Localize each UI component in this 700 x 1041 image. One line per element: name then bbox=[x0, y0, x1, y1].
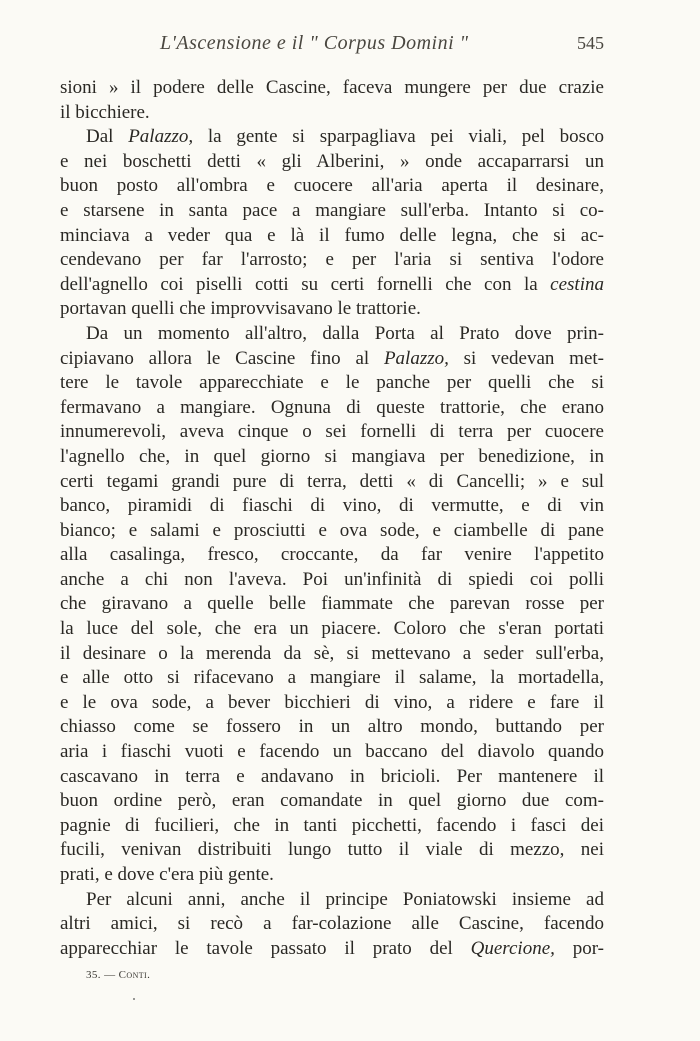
text-line: che giravano a quelle belle fiammate che parevan rosse per bbox=[60, 593, 604, 615]
text-line: Per alcuni anni, anche il principe Poniatowski insieme ad bbox=[86, 888, 604, 910]
text-line: fermavano a mangiare. Ognuna di queste trattorie, che erano bbox=[60, 396, 604, 418]
italic-run: Palazzo, bbox=[128, 126, 194, 148]
text-line: e starsene in santa pace a mangiare sull'erba. Intanto si co- bbox=[60, 199, 604, 221]
text-line: sioni » il podere delle Cascine, faceva mungere per due crazie bbox=[60, 77, 604, 98]
italic-run: Quercione, bbox=[470, 937, 555, 959]
text-line: la luce del sole, che era un piacere. Coloro che s'eran portati bbox=[60, 618, 604, 640]
text-line: aria i fiaschi vuoti e facendo un baccano del diavolo quando bbox=[60, 741, 604, 763]
text-line: cipiavano allora le Cascine fino al Palazzo, si vedevan met- bbox=[60, 347, 604, 369]
text-line: banco, piramidi di fiaschi di vino, di vermutte, e di vin bbox=[60, 495, 604, 517]
running-head bbox=[60, 32, 604, 55]
running-title: L'Ascensione e il " Corpus Domini " bbox=[160, 32, 469, 54]
text-line bbox=[60, 125, 604, 150]
page-speck bbox=[133, 998, 135, 1000]
text-line: fucili, venivan distribuiti lungo tutto il viale di mezzo, nei bbox=[60, 839, 604, 861]
text-line: e le ova sode, a bever bicchieri di vino, a ridere e fare il bbox=[60, 691, 604, 713]
body-text bbox=[60, 76, 604, 961]
text-line: bianco; e salami e prosciutti e ova sode, e ciambelle di pane bbox=[60, 519, 604, 541]
text-line: e alle otto si rifacevano a mangiare il salame, la mortadella, bbox=[60, 667, 604, 689]
text-line bbox=[60, 937, 604, 962]
text-line: pagnie di fucilieri, che in tanti picchetti, facendo i fasci dei bbox=[60, 814, 604, 836]
text-run: apparecchiar le tavole passato il prato del bbox=[60, 937, 471, 959]
text-line: il bicchiere. bbox=[60, 101, 150, 123]
text-line: buon posto all'ombra e cuocere all'aria aperta il desinare, bbox=[60, 175, 604, 197]
text-line: chiasso come se fossero in un altro mondo, buttando per bbox=[60, 716, 604, 738]
text-run: dell'agnello coi piselli cotti su certi fornelli che con la bbox=[60, 273, 551, 295]
text-line: certi tegami grandi pure di terra, detti « di Cancelli; » e sul bbox=[60, 470, 604, 492]
text-line: cascavano in terra e andavano in bricioli. Per mantenere il bbox=[60, 765, 604, 787]
page-number: 545 bbox=[577, 33, 604, 53]
text-run: la gente si sparpagliava pei viali, pel bosco bbox=[193, 126, 605, 148]
text-line bbox=[60, 273, 604, 298]
text-line: anche a chi non l'aveva. Poi un'infinità di spiedi coi polli bbox=[60, 568, 604, 590]
text-line: portavan quelli che improvvisavano le trattorie. bbox=[60, 298, 421, 320]
text-line: innumerevoli, aveva cinque o sei fornelli di terra per cuocere bbox=[60, 421, 604, 443]
text-line: altri amici, si recò a far-colazione alle Cascine, facendo bbox=[60, 913, 604, 935]
text-line: minciava a veder qua e là il fumo delle legna, che si ac- bbox=[60, 224, 604, 246]
text-line: alla casalinga, fresco, croccante, da far venire l'appetito bbox=[60, 544, 604, 566]
text-line: cendevano per far l'arrosto; e per l'aria si sentiva l'odore bbox=[60, 249, 604, 271]
signature-name: Conti. bbox=[118, 969, 151, 981]
text-line: e nei boschetti detti « gli Alberini, » onde accaparrarsi un bbox=[60, 150, 604, 172]
italic-run: Palazzo, bbox=[383, 347, 449, 369]
text-line: l'agnello che, in quel giorno si mangiava per benedizione, in bbox=[60, 445, 604, 467]
text-run: por- bbox=[554, 937, 604, 959]
printer-signature bbox=[86, 969, 150, 981]
text-line: Da un momento all'altro, dalla Porta al Prato dove prin- bbox=[86, 322, 604, 344]
text-line: tere le tavole apparecchiate e le panche per quelli che si bbox=[60, 372, 604, 394]
text-line: prati, e dove c'era più gente. bbox=[60, 864, 274, 885]
signature-number: 35. — bbox=[86, 969, 116, 981]
italic-run: cestina bbox=[550, 273, 604, 295]
text-run: Dal bbox=[86, 126, 129, 148]
text-line: il desinare o la merenda da sè, si mettevano a seder sull'erba, bbox=[60, 642, 604, 664]
text-line: buon ordine però, eran comandate in quel giorno due com- bbox=[60, 790, 604, 812]
